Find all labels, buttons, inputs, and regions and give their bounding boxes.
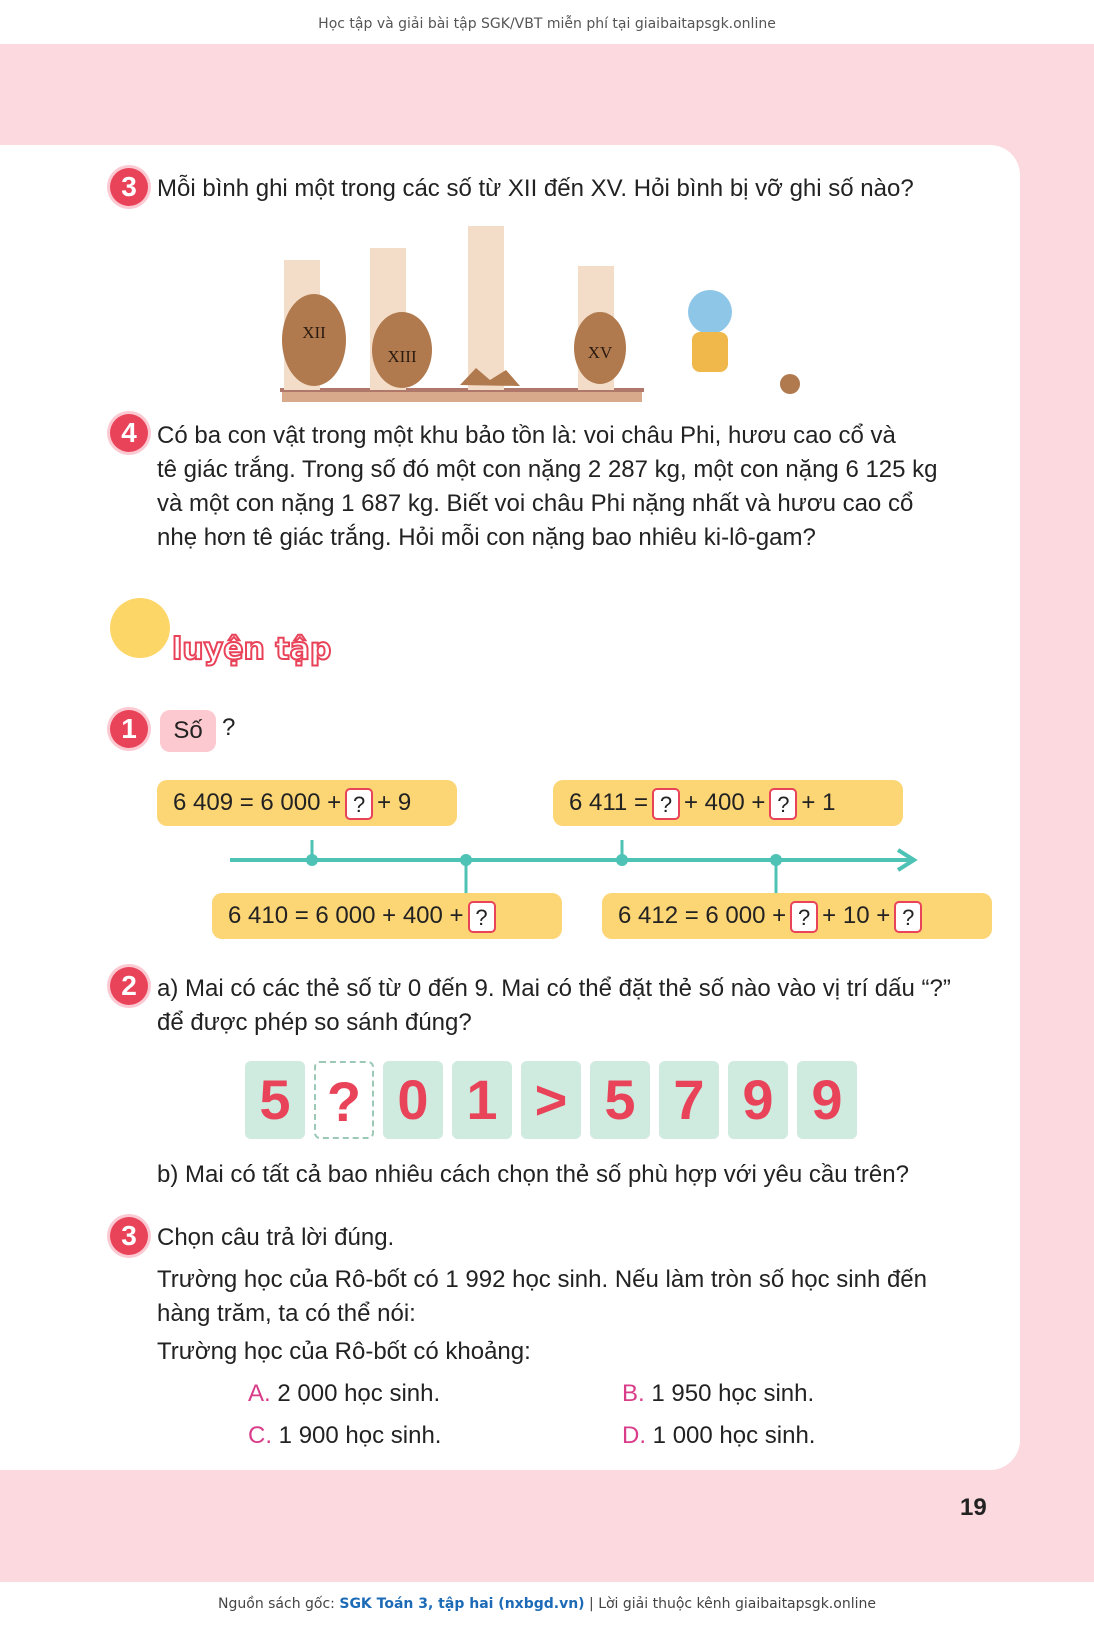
number-line: [230, 840, 930, 896]
option-d[interactable]: [622, 1419, 815, 1453]
vase-xv-label: XV: [587, 343, 613, 362]
vase-xii-label: XII: [302, 323, 326, 342]
exercise-4-number: 4: [110, 414, 148, 452]
comparison-sign-card: >: [521, 1061, 581, 1139]
vase-xiii-label: XIII: [387, 347, 417, 366]
answer-box[interactable]: ?: [652, 788, 680, 820]
option-letter: C.: [248, 1422, 272, 1449]
option-b[interactable]: [622, 1377, 814, 1411]
robot-head: [688, 290, 732, 334]
practice-3-line: Trường học của Rô-bốt có khoảng:: [157, 1338, 531, 1365]
vases-illustration: [280, 220, 840, 420]
practice-1-number: 1: [110, 710, 148, 748]
practice-2a-line: để được phép so sánh đúng?: [157, 1009, 472, 1036]
equation-6412: [602, 893, 992, 939]
equation-text: + 9: [377, 789, 412, 816]
option-letter: A.: [248, 1380, 271, 1407]
option-letter: B.: [622, 1380, 645, 1407]
option-letter: D.: [622, 1422, 646, 1449]
answer-box[interactable]: ?: [769, 788, 797, 820]
so-label-chip: Số: [160, 710, 216, 752]
exercise-4-text: [157, 419, 989, 555]
equation-text: 6 410 = 6 000 + 400 +: [228, 902, 464, 929]
digit-card: 5: [590, 1061, 650, 1139]
practice-2b-text: b) Mai có tất cả bao nhiêu cách chọn thẻ số phù hợp với yêu cầu trên?: [157, 1161, 909, 1188]
practice-3-line: Trường học của Rô-bốt có 1 992 học sinh. Nếu làm tròn số học sinh đến: [157, 1266, 928, 1293]
option-text: 1 900 học sinh.: [278, 1422, 442, 1449]
equation-6410: [212, 893, 562, 939]
answer-box[interactable]: ?: [345, 788, 373, 820]
digit-card: 0: [383, 1061, 443, 1139]
tick-6412-dot: [770, 854, 782, 866]
equation-text: + 1: [801, 789, 836, 816]
digit-card-blank[interactable]: ?: [314, 1061, 374, 1139]
practice-2a-line: a) Mai có các thẻ số từ 0 đến 9. Mai có thể đặt thẻ số nào vào vị trí dấu “?”: [157, 975, 951, 1002]
practice-3-line: hàng trăm, ta có thể nói:: [157, 1300, 416, 1327]
option-text: 1 950 học sinh.: [651, 1380, 815, 1407]
option-c[interactable]: [248, 1419, 441, 1453]
tick-6409-dot: [306, 854, 318, 866]
equation-6411: [553, 780, 903, 826]
equation-text: + 400 +: [683, 789, 766, 816]
tick-6411-dot: [616, 854, 628, 866]
equation-text: + 10 +: [822, 902, 891, 929]
robot-body: [692, 332, 728, 372]
answer-box[interactable]: ?: [790, 901, 818, 933]
footer-suffix: | Lời giải thuộc kênh giaibaitapsgk.online: [584, 1596, 876, 1612]
page-number: 19: [960, 1494, 987, 1521]
answer-box[interactable]: ?: [468, 901, 496, 933]
page-footer: [0, 1582, 1094, 1626]
exercise-3-number: 3: [110, 168, 148, 206]
exercise-4-line: và một con nặng 1 687 kg. Biết voi châu Phi nặng nhất và hươu cao cổ: [157, 490, 914, 517]
option-text: 2 000 học sinh.: [277, 1380, 441, 1407]
tick-6410-dot: [460, 854, 472, 866]
practice-robot-icon: [110, 598, 170, 658]
equation-6409: [157, 780, 457, 826]
practice-3-question: [157, 1263, 989, 1331]
digit-card: 9: [728, 1061, 788, 1139]
practice-2-number: 2: [110, 967, 148, 1005]
exercise-4-line: Có ba con vật trong một khu bảo tồn là: voi châu Phi, hươu cao cổ và: [157, 422, 896, 449]
footer-book-link[interactable]: SGK Toán 3, tập hai (nxbgd.vn): [339, 1596, 585, 1612]
exercise-4-line: nhẹ hơn tê giác trắng. Hỏi mỗi con nặng bao nhiêu ki-lô-gam?: [157, 524, 816, 551]
digit-card: 9: [797, 1061, 857, 1139]
footer-prefix: Nguồn sách gốc:: [218, 1596, 340, 1612]
equation-text: 6 411 =: [569, 789, 648, 816]
option-a[interactable]: [248, 1377, 440, 1411]
exercise-3-text: Mỗi bình ghi một trong các số từ XII đến XV. Hỏi bình bị vỡ ghi số nào?: [157, 175, 914, 202]
digit-card: 1: [452, 1061, 512, 1139]
equation-text: 6 409 = 6 000 +: [173, 789, 342, 816]
mouse: [780, 374, 800, 394]
exercise-4-line: tê giác trắng. Trong số đó một con nặng 2 287 kg, một con nặng 6 125 kg: [157, 456, 938, 483]
digit-card: 5: [245, 1061, 305, 1139]
answer-box[interactable]: ?: [894, 901, 922, 933]
practice-3-title: Chọn câu trả lời đúng.: [157, 1224, 395, 1251]
page-header: Học tập và giải bài tập SGK/VBT miễn phí tại giaibaitapsgk.online: [0, 0, 1094, 44]
practice-2a-text: [157, 972, 997, 1040]
so-question-mark: ?: [222, 714, 236, 741]
practice-3-number: 3: [110, 1217, 148, 1255]
practice-title: luyện tập: [172, 632, 332, 667]
option-text: 1 000 học sinh.: [652, 1422, 816, 1449]
digit-card: 7: [659, 1061, 719, 1139]
pillar-3: [468, 226, 504, 390]
equation-text: 6 412 = 6 000 +: [618, 902, 787, 929]
